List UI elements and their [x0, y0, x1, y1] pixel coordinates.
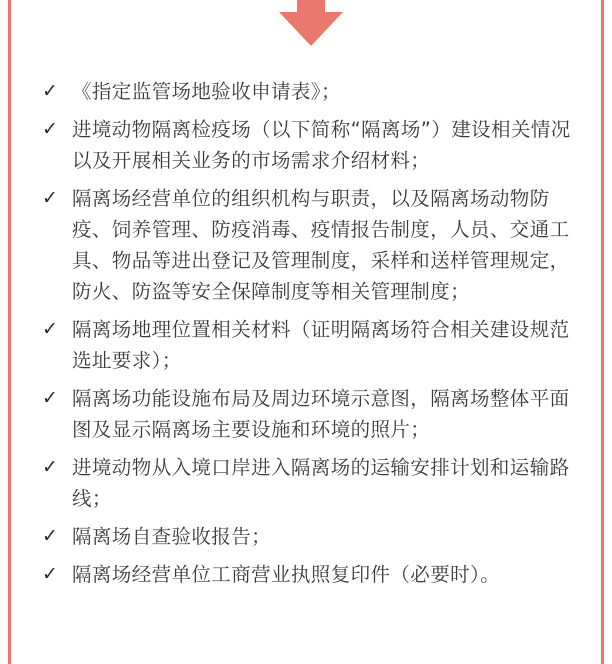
list-item-text: 隔离场功能设施布局及周边环境示意图，隔离场整体平面图及显示隔离场主要设施和环境的照片；: [72, 387, 570, 441]
checkmark-icon: ✓: [42, 80, 58, 102]
list-item-text: 进境动物隔离检疫场（以下简称“隔离场”）建设相关情况以及开展相关业务的市场需求介绍材料；: [72, 118, 571, 172]
list-item-text: 隔离场地理位置相关材料（证明隔离场符合相关建设规范选址要求）；: [72, 318, 570, 372]
list-item-text: 《指定监管场地验收申请表》；: [72, 80, 341, 103]
list-item: [42, 559, 582, 590]
list-item: [42, 521, 582, 552]
list-item: [42, 452, 582, 514]
requirements-checklist: [42, 76, 582, 597]
list-item: [42, 314, 582, 376]
checkmark-icon: ✓: [42, 187, 58, 209]
list-item-text: 隔离场经营单位工商营业执照复印件（必要时）。: [72, 563, 501, 586]
list-item: [42, 383, 582, 445]
down-arrow-icon: [279, 0, 343, 46]
list-item-text: 隔离场自查验收报告；: [72, 525, 272, 548]
checkmark-icon: ✓: [42, 456, 58, 478]
checkmark-icon: ✓: [42, 563, 58, 585]
checkmark-icon: ✓: [42, 318, 58, 340]
list-item-text: 进境动物从入境口岸进入隔离场的运输安排计划和运输路线；: [72, 456, 570, 510]
list-item: [42, 114, 582, 176]
list-item: [42, 183, 582, 307]
checkmark-icon: ✓: [42, 525, 58, 547]
checkmark-icon: ✓: [42, 387, 58, 409]
list-item-text: 隔离场经营单位的组织机构与职责，以及隔离场动物防疫、饲养管理、防疫消毒、疫情报告制度，人员、交通工具、物品等进出登记及管理制度，采样和送样管理规定，防火、防盗等安全保障制度等相关管理制度；: [72, 187, 570, 303]
checkmark-icon: ✓: [42, 118, 58, 140]
list-item: [42, 76, 582, 107]
